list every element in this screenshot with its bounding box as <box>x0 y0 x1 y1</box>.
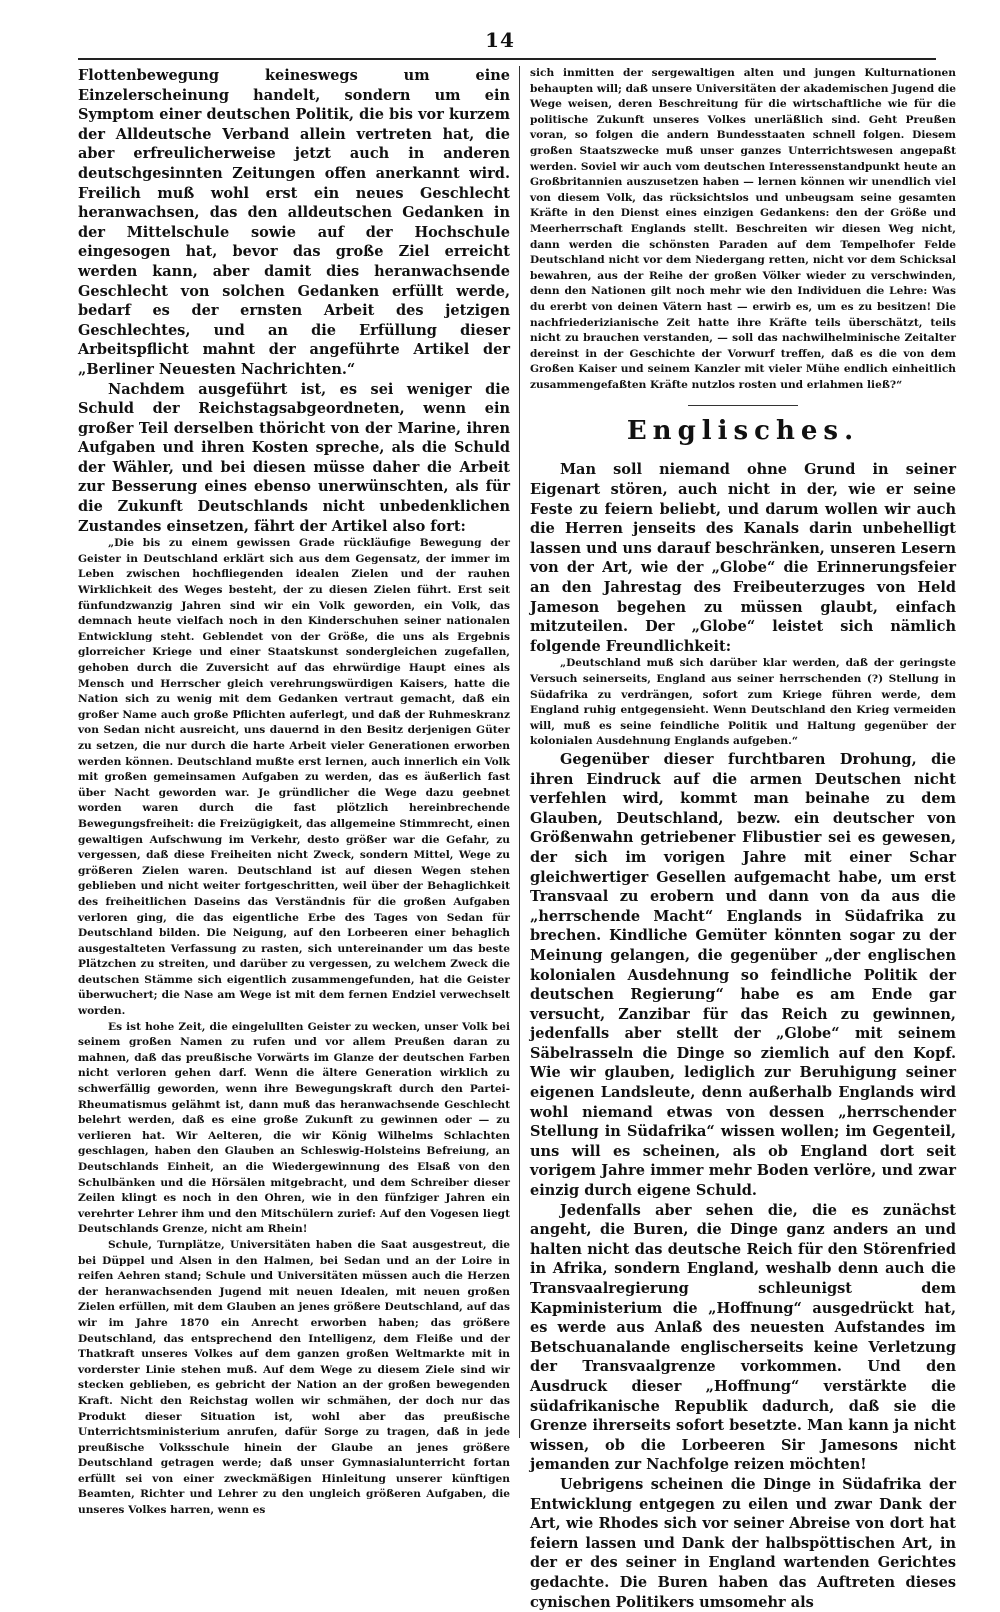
paragraph: Man soll niemand ohne Grund in seiner Eigenart stören, auch nicht in der, wie er seine Feste zu feiern beliebt, und darum wollen wir auch die Herren jenseits des Kanals darin unbehelligt lassen und uns darauf beschränken, unseren Lesern von der Art, wie der „Globe“ die Erinnerungsfeier an den Jahrestag des Freibeuterzuges von Held Jameson begehen zu müssen glaubt, einfach mitzuteilen. Der „Globe“ leistet sich nämlich folgende Freundlichkeit: <box>530 461 956 655</box>
quoted-paragraph: sich inmitten der sergewaltigen alten und jungen Kulturnationen behaupten will; daß unsere Universitäten der akademischen Jugend die Wege weisen, deren Beschreitung für die wirtschaftliche wie für die politische Zukunft unseres Volkes unerläßlich sind. Geht Preußen voran, so folgen die andern Bundesstaaten schnell folgen. Diesem großen Staatszwecke muß unser ganzes Unterrichtswesen angepaßt werden. Soviel wir auch vom deutschen Interessenstandpunkt heute an Großbritannien auszusetzen haben — lernen können wir unendlich viel von diesem Volk, das rücksichtslos und unbeugsam seine gesamten Kräfte in den Dienst eines einzigen Gedankens: den der Größe und Meerherrschaft Englands stellt. Beschreiten wir diesen Weg nicht, dann werden die schönsten Paraden auf dem Tempelhofer Felde Deutschland nicht vor dem Niedergang retten, nicht vor dem Schicksal bewahren, aus der Reihe der großen Völker wieder zu verschwinden, denn den Nationen gilt noch mehr wie den Individuen die Lehre: Was du ererbt von deinen Vätern hast — erwirb es, um es zu besitzen! Die nachfriederizianische Zeit hatte ihre Kräfte teils überschätzt, teils nicht zu brauchen verstanden, — soll das nachwilhelminische Zeitalter dereinst in der Geschichte der Vorwurf treffen, daß es die von dem Großen Kaiser und seinem Kanzler mit vieler Mühe endlich einheitlich zusammengefaßten Kräfte nutzlos rosten und erlahmen ließ?“ <box>530 67 956 391</box>
quoted-paragraph: „Deutschland muß sich darüber klar werden, daß der geringste Versuch seinerseits, England aus seiner herrschenden (?) Stellung in Südafrika zu verdrängen, sofort zum Kriege führen werde, dem England ruhig entgegensieht. Wenn Deutschland den Krieg vermeiden will, muß es seine feindliche Politik und Haltung gegenüber der kolonialen Ausdehnung Englands aufgeben.“ <box>530 657 956 748</box>
column-divider <box>519 66 520 1438</box>
paragraph: Nachdem ausgeführt ist, es sei weniger die Schuld der Reichstagsabgeordneten, wenn ein großer Teil derselben thöricht von der Marine, ihren Aufgaben und ihren Kosten spreche, als die Schuld der Wähler, und bei diesen müsse daher die Arbeit zur Besserung eines ebenso unerwünschten, als für die Zukunft Deutschlands nicht unbedenklichen Zustandes einsetzen, fährt der Artikel also fort: <box>78 380 510 535</box>
paragraph: Jedenfalls aber sehen die, die es zunächst angeht, die Buren, die Dinge ganz anders an und halten nicht das deutsche Reich für den Störenfried in Afrika, sondern England, weshalb denn auch die Transvaalregierung schleunigst dem Kapministerium die „Hoffnung“ ausgedrückt hat, es werde aus Anlaß des neuesten Aufstandes im Betschuanalande englischerseits keine Verletzung der Transvaalgrenze vorkommen. Und den Ausdruck dieser „Hoffnung“ verstärkte die südafrikanische Republik dadurch, daß sie die Grenze ihrerseits sofort besetzte. Man kann ja nicht wissen, ob die Lorbeeren Sir Jamesons nicht jemanden zur Nachfolge reizen möchten! <box>530 1201 956 1474</box>
quoted-paragraph: Schule, Turnplätze, Universitäten haben die Saat ausgestreut, die bei Düppel und Alsen in den Halmen, bei Sedan und an der Loire in reifen Aehren stand; Schule und Universitäten müssen auch die Herzen der heranwachsenden Jugend mit neuen Idealen, mit neuen großen Zielen erfüllen, mit dem Glauben an jenes größere Deutschland, auf das wir im Jahre 1870 ein Anrecht erworben haben; das größere Deutschland, das entsprechend den Intelligenz, dem Fleiße und der Thatkraft unseres Volkes auf dem ganzen großen Weltmarkte mit in vorderster Linie stehen muß. Auf dem Wege zu diesem Ziele sind wir stecken geblieben, es gebricht der Nation an der großen bewegenden Kraft. Nicht den Reichstag wollen wir schmähen, der doch nur das Produkt dieser Situation ist, wohl aber das preußische Unterrichtsministerium anrufen, dafür Sorge zu tragen, daß in jede preußische Volksschule hinein der Glaube an jenes größere Deutschland getragen werde; daß unser Gymnasialunterricht fortan erfüllt sei von einer zweckmäßigen Hinleitung unserer künftigen Beamten, Richter und Lehrer zu den ungleich größeren Aufgaben, die unseres Volkes harren, wenn es <box>78 1238 510 1517</box>
paragraph: Gegenüber dieser furchtbaren Drohung, die ihren Eindruck auf die armen Deutschen nicht verfehlen wird, kommt man beinahe zu dem Glauben, Deutschland, bezw. ein deutscher von Größenwahn getriebener Flibustier sei es gewesen, der sich im vorigen Jahre mit einer Schar gleichwertiger Gesellen aufgemacht habe, um erst Transvaal zu erobern und dann von da aus die „herrschende Macht“ Englands in Südafrika zu brechen. Kindliche Gemüter könnten sogar zu der Meinung gelangen, die gegenüber „der englischen kolonialen Ausdehnung so feindliche Politik der deutschen Regierung“ habe es am Ende gar versucht, Zanzibar für das Reich zu gewinnen, jedenfalls aber stellt der „Globe“ mit seinem Säbelrasseln die Dinge so ziemlich auf den Kopf. Wie wir glauben, lediglich zur Beruhigung seiner eigenen Landsleute, denn außerhalb Englands wird wohl niemand etwas von dessen „herrschender Stellung in Südafrika“ wissen wollen; im Gegenteil, uns will es scheinen, als ob England dort seit vorigem Jahre immer mehr Boden verlöre, und zwar einzig durch eigene Schuld. <box>530 750 956 1200</box>
quoted-paragraph: Es ist hohe Zeit, die eingelullten Geister zu wecken, unser Volk bei seinem großen Namen zu rufen und vor allem Preußen daran zu mahnen, daß das preußische Vorwärts im Glanze der deutschen Farben nicht verloren gehen darf. Wenn die ältere Generation wirklich zu schwerfällig geworden, wenn ihre Bewegungskraft durch den Partei-Rheumatismus gelähmt ist, dann muß das heranwachsende Geschlecht belehrt werden, daß es eine große Zukunft zu gewinnen oder — zu verlieren hat. Wir Aelteren, die wir König Wilhelms Schlachten geschlagen, haben den Glauben an Schleswig-Holsteins Befreiung, an Deutschlands Einheit, an die Wiedergewinnung des Elsaß von den Schulbänken und die Hörsälen mitgebracht, und dem Schreiber dieser Zeilen klingt es noch in den Ohren, wie in den fünfziger Jahren ein verehrter Lehrer ihm und den Mitschülern zurief: Auf den Vogesen liegt Deutschlands Grenze, nicht am Rhein! <box>78 1020 510 1236</box>
paragraph: Uebrigens scheinen die Dinge in Südafrika der Entwicklung entgegen zu eilen und zwar Dank der Art, wie Rhodes sich vor seiner Abreise von dort hat feiern lassen und Dank der halbspöttischen Art, in der er des seiner in England wartenden Gerichtes gedachte. Die Buren haben das Auftreten dieses cynischen Politikers umsomehr als <box>530 1475 956 1611</box>
right-column <box>530 66 956 1611</box>
quoted-paragraph: „Die bis zu einem gewissen Grade rückläufige Bewegung der Geister in Deutschland erklärt sich aus dem Gegensatz, der immer im Leben zwischen hochfliegenden idealen Zielen und der rauhen Wirklichkeit des Weges besteht, der zu diesen Zielen führt. Erst seit fünfundzwanzig Jahren sind wir ein Volk geworden, ein Volk, das demnach heute vielfach noch in den Kinderschuhen seiner nationalen Entwicklung steht. Geblendet von der Größe, die uns als Ergebnis glorreicher Kriege und einer Staatskunst sondergleichen zugefallen, gehoben durch die Zuversicht auf das ehrwürdige Haupt eines als Mensch und Herrscher gleich verehrungswürdigen Kaisers, hatte die Nation sich zu wenig mit dem Gedanken vertraut gemacht, daß ein großer Name auch große Pflichten auferlegt, und daß der Ruhmeskranz von Sedan nicht ausreicht, uns dauernd in den Besitz derjenigen Güter zu setzen, die nur durch die harte Arbeit vieler Generationen erworben werden können. Deutschland mußte erst lernen, auch innerlich ein Volk mit großen gemeinsamen Aufgaben zu werden, das es äußerlich fast über Nacht geworden war. Je gründlicher die Wege dazu geebnet worden waren durch die fast plötzlich hereinbrechende Bewegungsfreiheit: die Freizügigkeit, das allgemeine Stimmrecht, einen gewaltigen Aufschwung im Verkehr, desto größer war die Gefahr, zu vergessen, daß diese Freiheiten nicht Zweck, sondern Mittel, Wege zu größeren Zielen waren. Deutschland ist auf diesen Wegen stehen geblieben und nicht weiter fortgeschritten, weil über der Behaglichkeit des freiheitlichen Daseins das Verständnis für die großen Aufgaben verloren ging, die das eigentliche Erbe des Tages von Sedan für Deutschland bilden. Die Neigung, auf den Lorbeeren einer behaglich ausgestalteten Verfassung zu rasten, sich untereinander um das beste Plätzchen zu streiten, und darüber zu vergessen, zu welchem Zweck die deutschen Stämme sich eigentlich zusammengefunden, hat die Geister überwuchert; die Nase am Wege ist mit dem fernen Endziel verwechselt worden. <box>78 537 510 1018</box>
paragraph: Flottenbewegung keineswegs um eine Einzelerscheinung handelt, sondern um ein Symptom einer deutschen Politik, die bis vor kurzem der Alldeutsche Verband allein vertreten hat, die aber erfreulicherweise jetzt auch in anderen deutschgesinnten Zeitungen offen anerkannt wird. Freilich muß wohl erst ein neues Geschlecht heranwachsen, das den alldeutschen Gedanken in der Mittelschule sowie auf der Hochschule eingesogen hat, bevor das große Ziel erreicht werden kann, aber damit dies heranwachsende Geschlecht von solchen Gedanken erfüllt werde, bedarf es der ernsten Arbeit des jetzigen Geschlechtes, und an die Erfüllung dieser Arbeitspflicht mahnt der angeführte Artikel der „Berliner Neuesten Nachrichten.“ <box>78 67 510 378</box>
left-column <box>78 66 510 1517</box>
page-number: 14 <box>485 28 515 52</box>
section-heading: Englisches. <box>626 416 860 447</box>
section-rule <box>688 405 798 406</box>
header-rule <box>78 58 936 60</box>
